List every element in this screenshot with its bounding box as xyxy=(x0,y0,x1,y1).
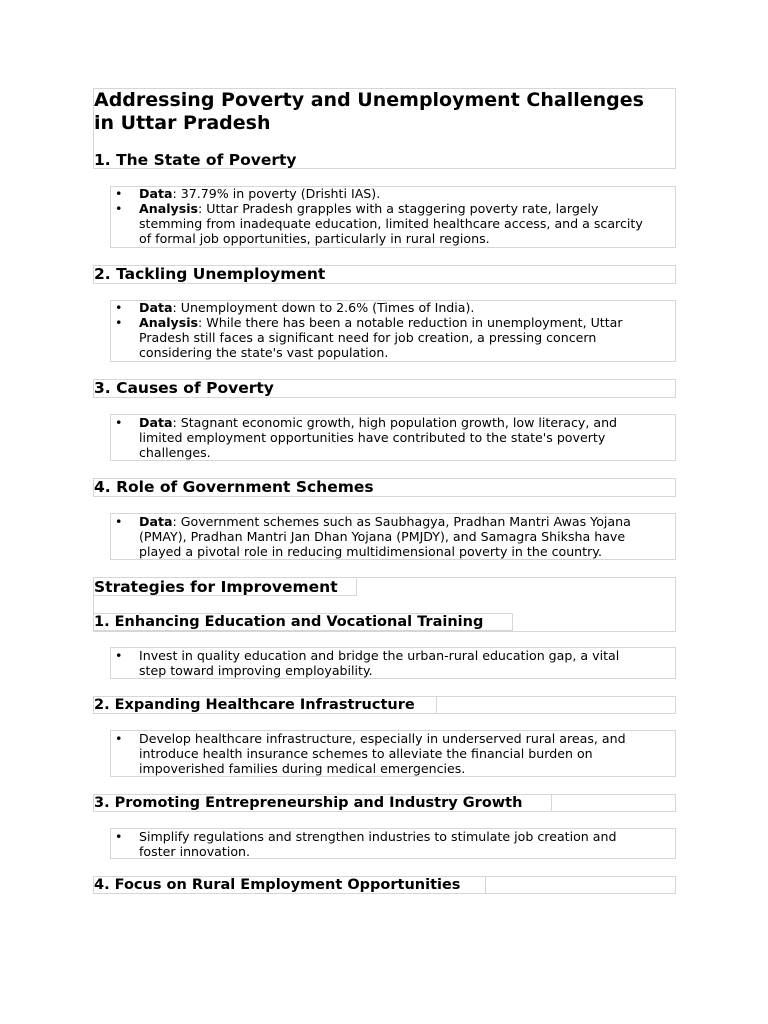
strategy-2-list xyxy=(110,731,650,776)
list-item xyxy=(110,648,650,678)
item-label: Analysis xyxy=(139,315,199,330)
item-label: Analysis xyxy=(139,201,199,216)
section-2-heading: 2. Tackling Unemployment xyxy=(94,265,326,283)
item-text: Develop healthcare infrastructure, especially in underserved rural areas, and introduce health insurance schemes to alleviate the financial burden on impoverished families during medical emergencies. xyxy=(139,731,626,776)
section-1-heading: 1. The State of Poverty xyxy=(94,151,297,169)
item-text: : Government schemes such as Saubhagya, Pradhan Mantri Awas Yojana (PMAY), Pradhan Mantri Jan Dhan Yojana (PMJDY), and Samagra Shiksha have played a pivotal role in reducing multidimensional poverty in the country. xyxy=(139,514,631,559)
item-text: : Uttar Pradesh grapples with a staggering poverty rate, largely stemming from inadequate education, limited healthcare access, and a scarcity of formal job opportunities, particularly in rural regions. xyxy=(139,201,643,246)
item-label: Data xyxy=(139,186,173,201)
section-2-list xyxy=(110,300,650,360)
strategy-3-heading: 3. Promoting Entrepreneurship and Industry Growth xyxy=(94,795,523,811)
item-text: : 37.79% in poverty (Drishti IAS). xyxy=(172,186,381,201)
list-item xyxy=(110,300,650,315)
list-item xyxy=(110,514,650,559)
list-item xyxy=(110,415,650,460)
strategy-1-heading: 1. Enhancing Education and Vocational Training xyxy=(94,614,484,630)
strategy-2-heading: 2. Expanding Healthcare Infrastructure xyxy=(94,697,415,713)
list-item xyxy=(110,315,650,360)
strategies-heading: Strategies for Improvement xyxy=(94,578,338,596)
section-4-heading: 4. Role of Government Schemes xyxy=(94,478,374,496)
page-title: Addressing Poverty and Unemployment Challenges in Uttar Pradesh xyxy=(94,89,644,134)
list-item xyxy=(110,731,650,776)
list-item xyxy=(110,186,650,201)
section-3-heading: 3. Causes of Poverty xyxy=(94,379,274,397)
item-text: Invest in quality education and bridge the urban-rural education gap, a vital step toward improving employability. xyxy=(139,648,620,678)
section-3-list xyxy=(110,415,650,460)
item-text: : While there has been a notable reduction in unemployment, Uttar Pradesh still faces a significant need for job creation, a pressing concern considering the state's vast population. xyxy=(139,315,623,360)
item-text: Simplify regulations and strengthen industries to stimulate job creation and foster innovation. xyxy=(139,829,617,859)
strategy-4-heading: 4. Focus on Rural Employment Opportunities xyxy=(94,877,461,893)
item-label: Data xyxy=(139,415,173,430)
item-text: : Unemployment down to 2.6% (Times of India). xyxy=(172,300,475,315)
strategy-1-list xyxy=(110,648,650,678)
section-4-list xyxy=(110,514,650,559)
section-1-list xyxy=(110,186,650,246)
item-label: Data xyxy=(139,514,173,529)
item-label: Data xyxy=(139,300,173,315)
list-item xyxy=(110,829,650,859)
list-item xyxy=(110,201,650,246)
item-text: : Stagnant economic growth, high population growth, low literacy, and limited employment opportunities have contributed to the state's poverty challenges. xyxy=(139,415,618,460)
strategy-3-list xyxy=(110,829,650,859)
